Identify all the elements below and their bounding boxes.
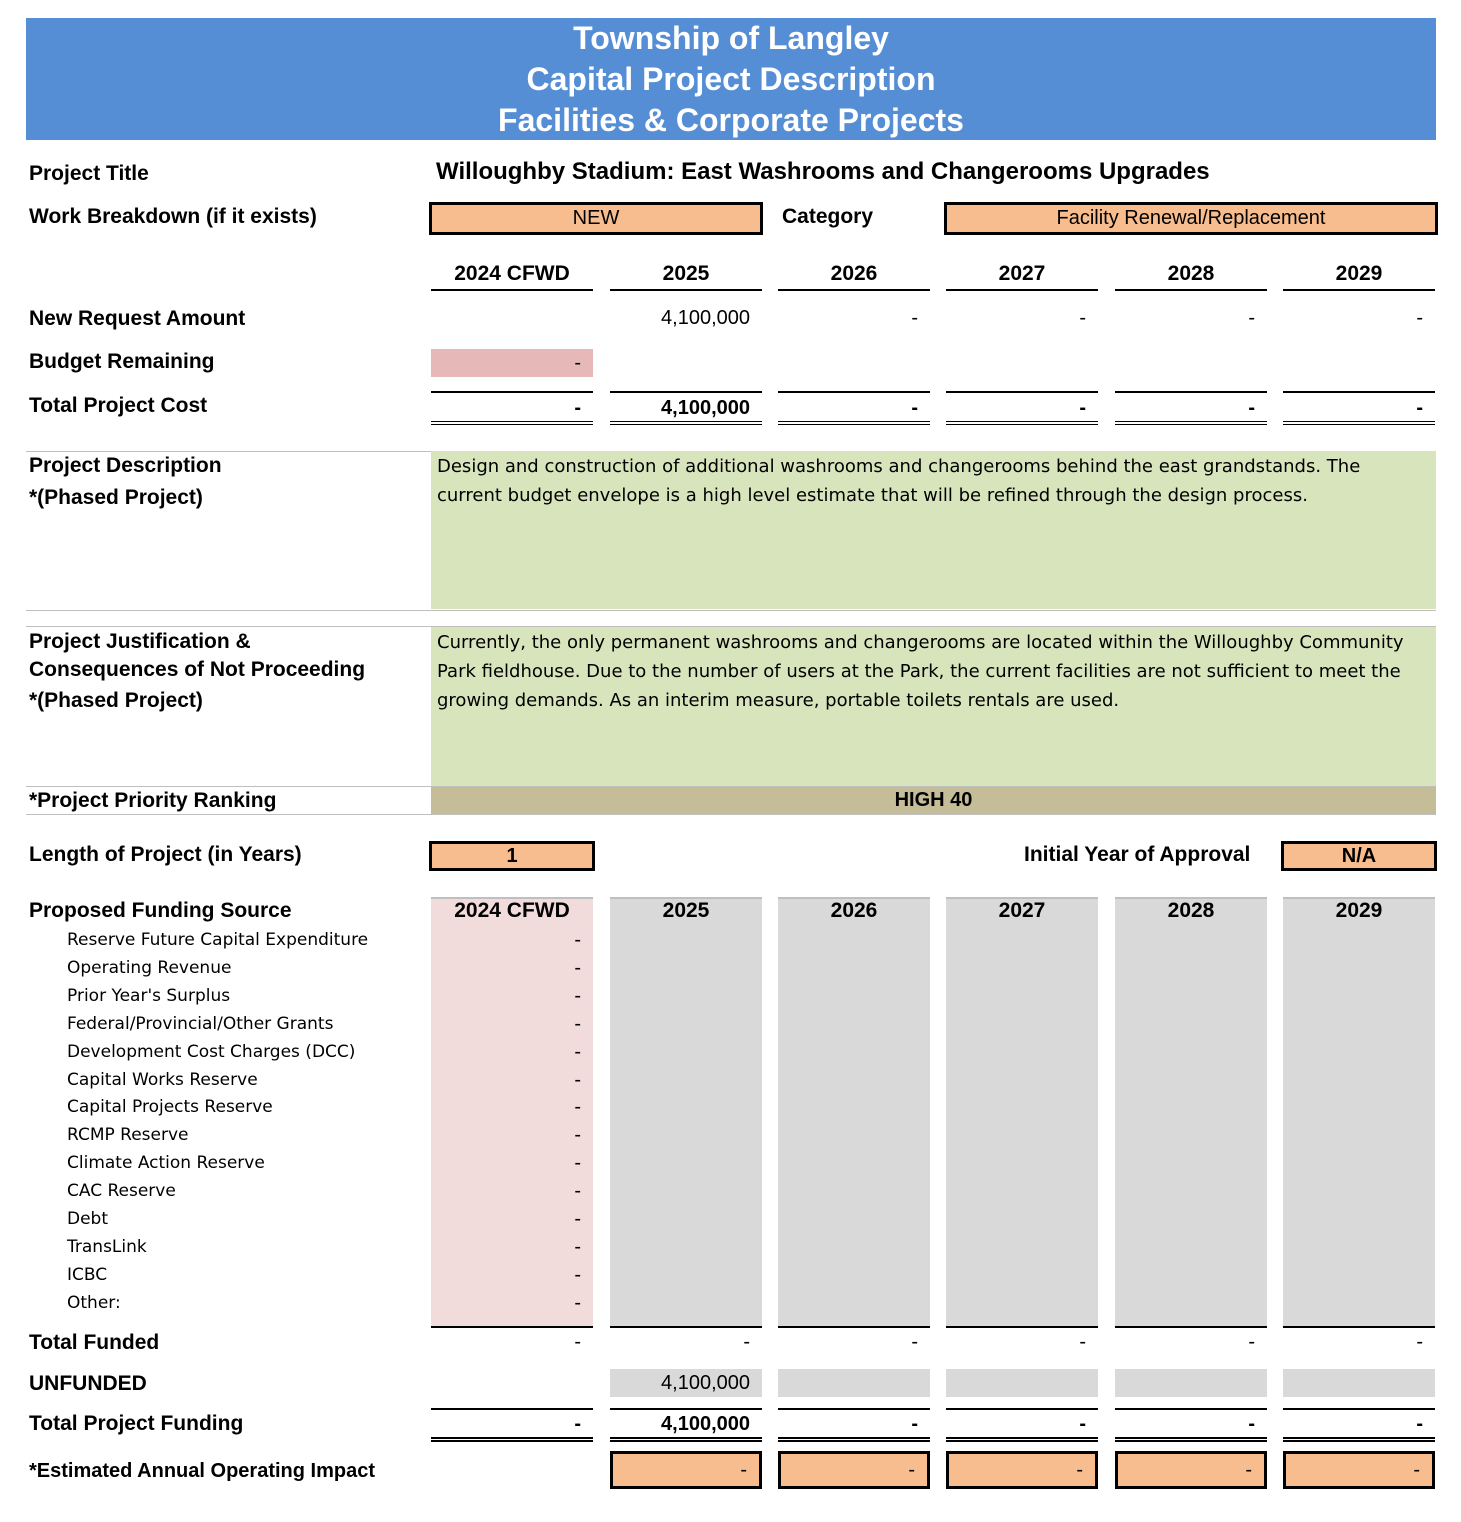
year-header: 2027 — [946, 261, 1098, 291]
new-request-label: New Request Amount — [29, 307, 246, 330]
description-phased-label: *(Phased Project) — [29, 486, 203, 509]
year-header: 2026 — [778, 261, 930, 291]
header-line-3: Facilities & Corporate Projects — [498, 102, 964, 138]
unfunded-value — [1283, 1369, 1435, 1397]
total-funding-value: - — [778, 1408, 930, 1442]
operating-impact-field[interactable]: - — [1283, 1451, 1435, 1489]
work-breakdown-label: Work Breakdown (if it exists) — [29, 205, 317, 228]
total-funded-value: - — [1248, 1331, 1255, 1353]
operating-impact-label: *Estimated Annual Operating Impact — [29, 1460, 375, 1482]
funding-cfwd-value: - — [574, 1291, 581, 1314]
funding-year-header: 2029 — [1335, 899, 1383, 922]
funding-column-bg — [1283, 897, 1435, 1328]
funding-year-header: 2026 — [830, 899, 878, 922]
total-cost-value: - — [1283, 391, 1435, 425]
new-request-value: - — [1416, 307, 1423, 329]
funding-cfwd-value: - — [574, 1180, 581, 1203]
operating-impact-field[interactable]: - — [1115, 1451, 1267, 1489]
project-title: Willoughby Stadium: East Washrooms and Changerooms Upgrades — [436, 158, 1210, 185]
funding-column-bg — [946, 897, 1098, 1328]
header-line-2: Capital Project Description — [526, 61, 936, 97]
total-funding-value: - — [431, 1408, 593, 1442]
total-funded-value: - — [1079, 1331, 1086, 1353]
divider — [26, 814, 1436, 815]
new-request-value: - — [1248, 307, 1255, 329]
total-project-cost-label: Total Project Cost — [29, 394, 208, 417]
funding-year-header: 2028 — [1167, 899, 1215, 922]
category-label: Category — [782, 205, 874, 228]
justification-label-1: Project Justification & — [29, 630, 251, 653]
total-cost-value: - — [946, 391, 1098, 425]
funding-year-header: 2025 — [662, 899, 710, 922]
year-header: 2024 CFWD — [431, 261, 593, 291]
length-label: Length of Project (in Years) — [29, 843, 302, 866]
funding-cfwd-value: - — [574, 956, 581, 979]
funding-column-bg — [610, 897, 762, 1328]
category-field[interactable]: Facility Renewal/Replacement — [944, 202, 1438, 235]
header-line-1: Township of Langley — [573, 20, 889, 56]
funding-source-item: Reserve Future Capital Expenditure — [67, 930, 369, 950]
funding-source-item: ICBC — [67, 1264, 108, 1285]
funding-cfwd-value: - — [574, 1096, 581, 1119]
funding-cfwd-value: - — [574, 1124, 581, 1147]
initial-year-label: Initial Year of Approval — [1024, 843, 1251, 866]
total-funded-value: - — [743, 1331, 750, 1353]
total-funded-value: - — [911, 1331, 918, 1353]
length-field[interactable]: 1 — [429, 841, 595, 871]
total-funded-value: - — [1416, 1331, 1423, 1353]
funding-cfwd-value: - — [574, 1012, 581, 1035]
divider — [26, 610, 1436, 611]
total-funding-value: - — [946, 1408, 1098, 1442]
funding-cfwd-value: - — [574, 1263, 581, 1286]
new-request-value: - — [911, 307, 918, 329]
funding-cfwd-value: - — [574, 1208, 581, 1230]
priority-value: HIGH 40 — [431, 787, 1436, 814]
total-cost-value: - — [1115, 391, 1267, 425]
operating-impact-field[interactable]: - — [610, 1451, 762, 1489]
funding-source-item: Prior Year's Surplus — [67, 985, 231, 1006]
unfunded-value: 4,100,000 — [610, 1369, 762, 1397]
funding-source-item: Operating Revenue — [67, 957, 232, 978]
funding-cfwd-value: - — [574, 1152, 581, 1175]
budget-remaining-label: Budget Remaining — [29, 350, 215, 373]
funding-source-item: Debt — [67, 1209, 109, 1229]
priority-label: *Project Priority Ranking — [29, 789, 277, 812]
description-label: Project Description — [29, 454, 222, 477]
funding-year-header: 2024 CFWD — [454, 899, 570, 922]
unfunded-label: UNFUNDED — [29, 1372, 147, 1395]
new-request-value: - — [1079, 307, 1086, 329]
justification-text: Currently, the only permanent washrooms and changerooms are located within the Willoughby Community Park fieldhouse. Due to the number of users at the Park, the current facilities are not sufficient to meet the growing demands. As an interim measure, portable toilets rentals are used. — [431, 627, 1436, 786]
funding-source-item: Other: — [67, 1292, 121, 1313]
funding-source-item: CAC Reserve — [67, 1181, 176, 1202]
project-title-label: Project Title — [29, 162, 149, 185]
total-funded-value: - — [574, 1331, 581, 1353]
year-header: 2028 — [1115, 261, 1267, 291]
unfunded-value — [1115, 1369, 1267, 1397]
funding-cfwd-value: - — [574, 1235, 581, 1258]
funding-cfwd-value: - — [574, 929, 581, 951]
funding-cfwd-value: - — [574, 1068, 581, 1091]
year-header: 2025 — [610, 261, 762, 291]
header-banner — [26, 18, 1436, 140]
justification-label-2: Consequences of Not Proceeding — [29, 658, 366, 681]
funding-source-item: Federal/Provincial/Other Grants — [67, 1013, 334, 1034]
total-cost-value: - — [431, 391, 593, 425]
unfunded-value — [778, 1369, 930, 1397]
funding-source-item: Capital Works Reserve — [67, 1069, 258, 1090]
funding-source-item: Capital Projects Reserve — [67, 1097, 273, 1118]
funding-column-bg — [778, 897, 930, 1328]
budget-remaining-value: - — [431, 349, 593, 377]
total-funded-label: Total Funded — [29, 1331, 160, 1354]
unfunded-value — [431, 1369, 593, 1397]
total-funding-value: 4,100,000 — [610, 1408, 762, 1442]
new-request-value: 4,100,000 — [661, 307, 750, 329]
divider — [26, 451, 431, 452]
total-funding-label: Total Project Funding — [29, 1412, 244, 1435]
funding-cfwd-value: - — [574, 984, 581, 1007]
total-cost-value: - — [778, 391, 930, 425]
operating-impact-field[interactable]: - — [946, 1451, 1098, 1489]
unfunded-value — [946, 1369, 1098, 1397]
justification-label-3: *(Phased Project) — [29, 689, 203, 712]
funding-source-label: Proposed Funding Source — [29, 899, 292, 922]
initial-year-field[interactable]: N/A — [1281, 841, 1437, 871]
total-funding-value: - — [1115, 1408, 1267, 1442]
funding-cfwd-value: - — [574, 1040, 581, 1063]
total-cost-value: 4,100,000 — [610, 391, 762, 425]
funding-source-item: TransLink — [67, 1236, 147, 1257]
description-text: Design and construction of additional washrooms and changerooms behind the east grandstands. The current budget envelope is a high level estimate that will be refined through the design process. — [431, 451, 1436, 609]
funding-source-item: RCMP Reserve — [67, 1125, 189, 1146]
operating-impact-field[interactable]: - — [778, 1451, 930, 1489]
funding-year-header: 2027 — [998, 899, 1046, 922]
year-header: 2029 — [1283, 261, 1435, 291]
funding-source-item: Climate Action Reserve — [67, 1153, 265, 1174]
total-funding-value: - — [1283, 1408, 1435, 1442]
work-breakdown-field[interactable]: NEW — [429, 202, 763, 235]
funding-source-item: Development Cost Charges (DCC) — [67, 1041, 356, 1062]
funding-column-bg — [1115, 897, 1267, 1328]
